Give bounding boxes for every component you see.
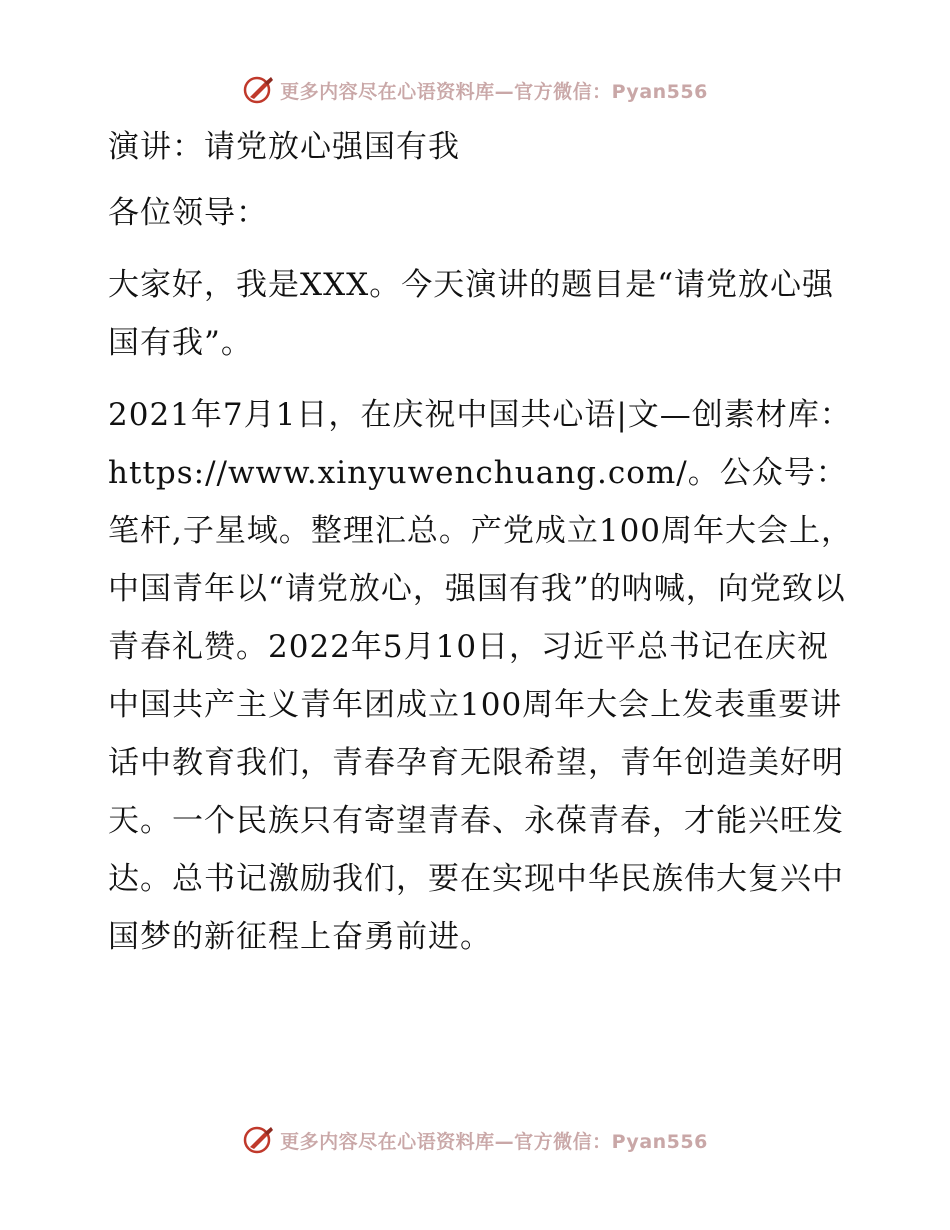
footer-banner-text: 更多内容尽在心语资料库—官方微信：Pyan556	[280, 1130, 708, 1153]
footer-banner	[0, 1120, 950, 1160]
salutation: 各位领导：	[108, 195, 268, 231]
paragraph: 大家好，我是XXX。今天演讲的题目是“请党放心强国有我”。	[108, 267, 835, 361]
header-banner	[0, 70, 950, 110]
document-body	[98, 118, 858, 966]
pen-logo-icon	[242, 1123, 276, 1157]
document-title: 演讲：请党放心强国有我	[108, 129, 460, 165]
header-banner-text: 更多内容尽在心语资料库—官方微信：Pyan556	[280, 80, 708, 103]
pen-logo-icon	[242, 73, 276, 107]
paragraph: 2021年7月1日，在庆祝中国共心语|文—创素材库：https://www.xinyuwenchuang.com/。公众号：笔杆,子星域。整理汇总。产党成立100周年大会上，中国青年以“请党放心，强国有我”的呐喊，向党致以青春礼赞。2022年5月10日，习近平总书记在庆祝中国共产主义青年团成立100周年大会上发表重要讲话中教育我们，青春孕育无限希望，青年创造美好明天。一个民族只有寄望青春、永葆青春，才能兴旺发达。总书记激励我们，要在实现中华民族伟大复兴中国梦的新征程上奋勇前进。	[108, 397, 854, 955]
